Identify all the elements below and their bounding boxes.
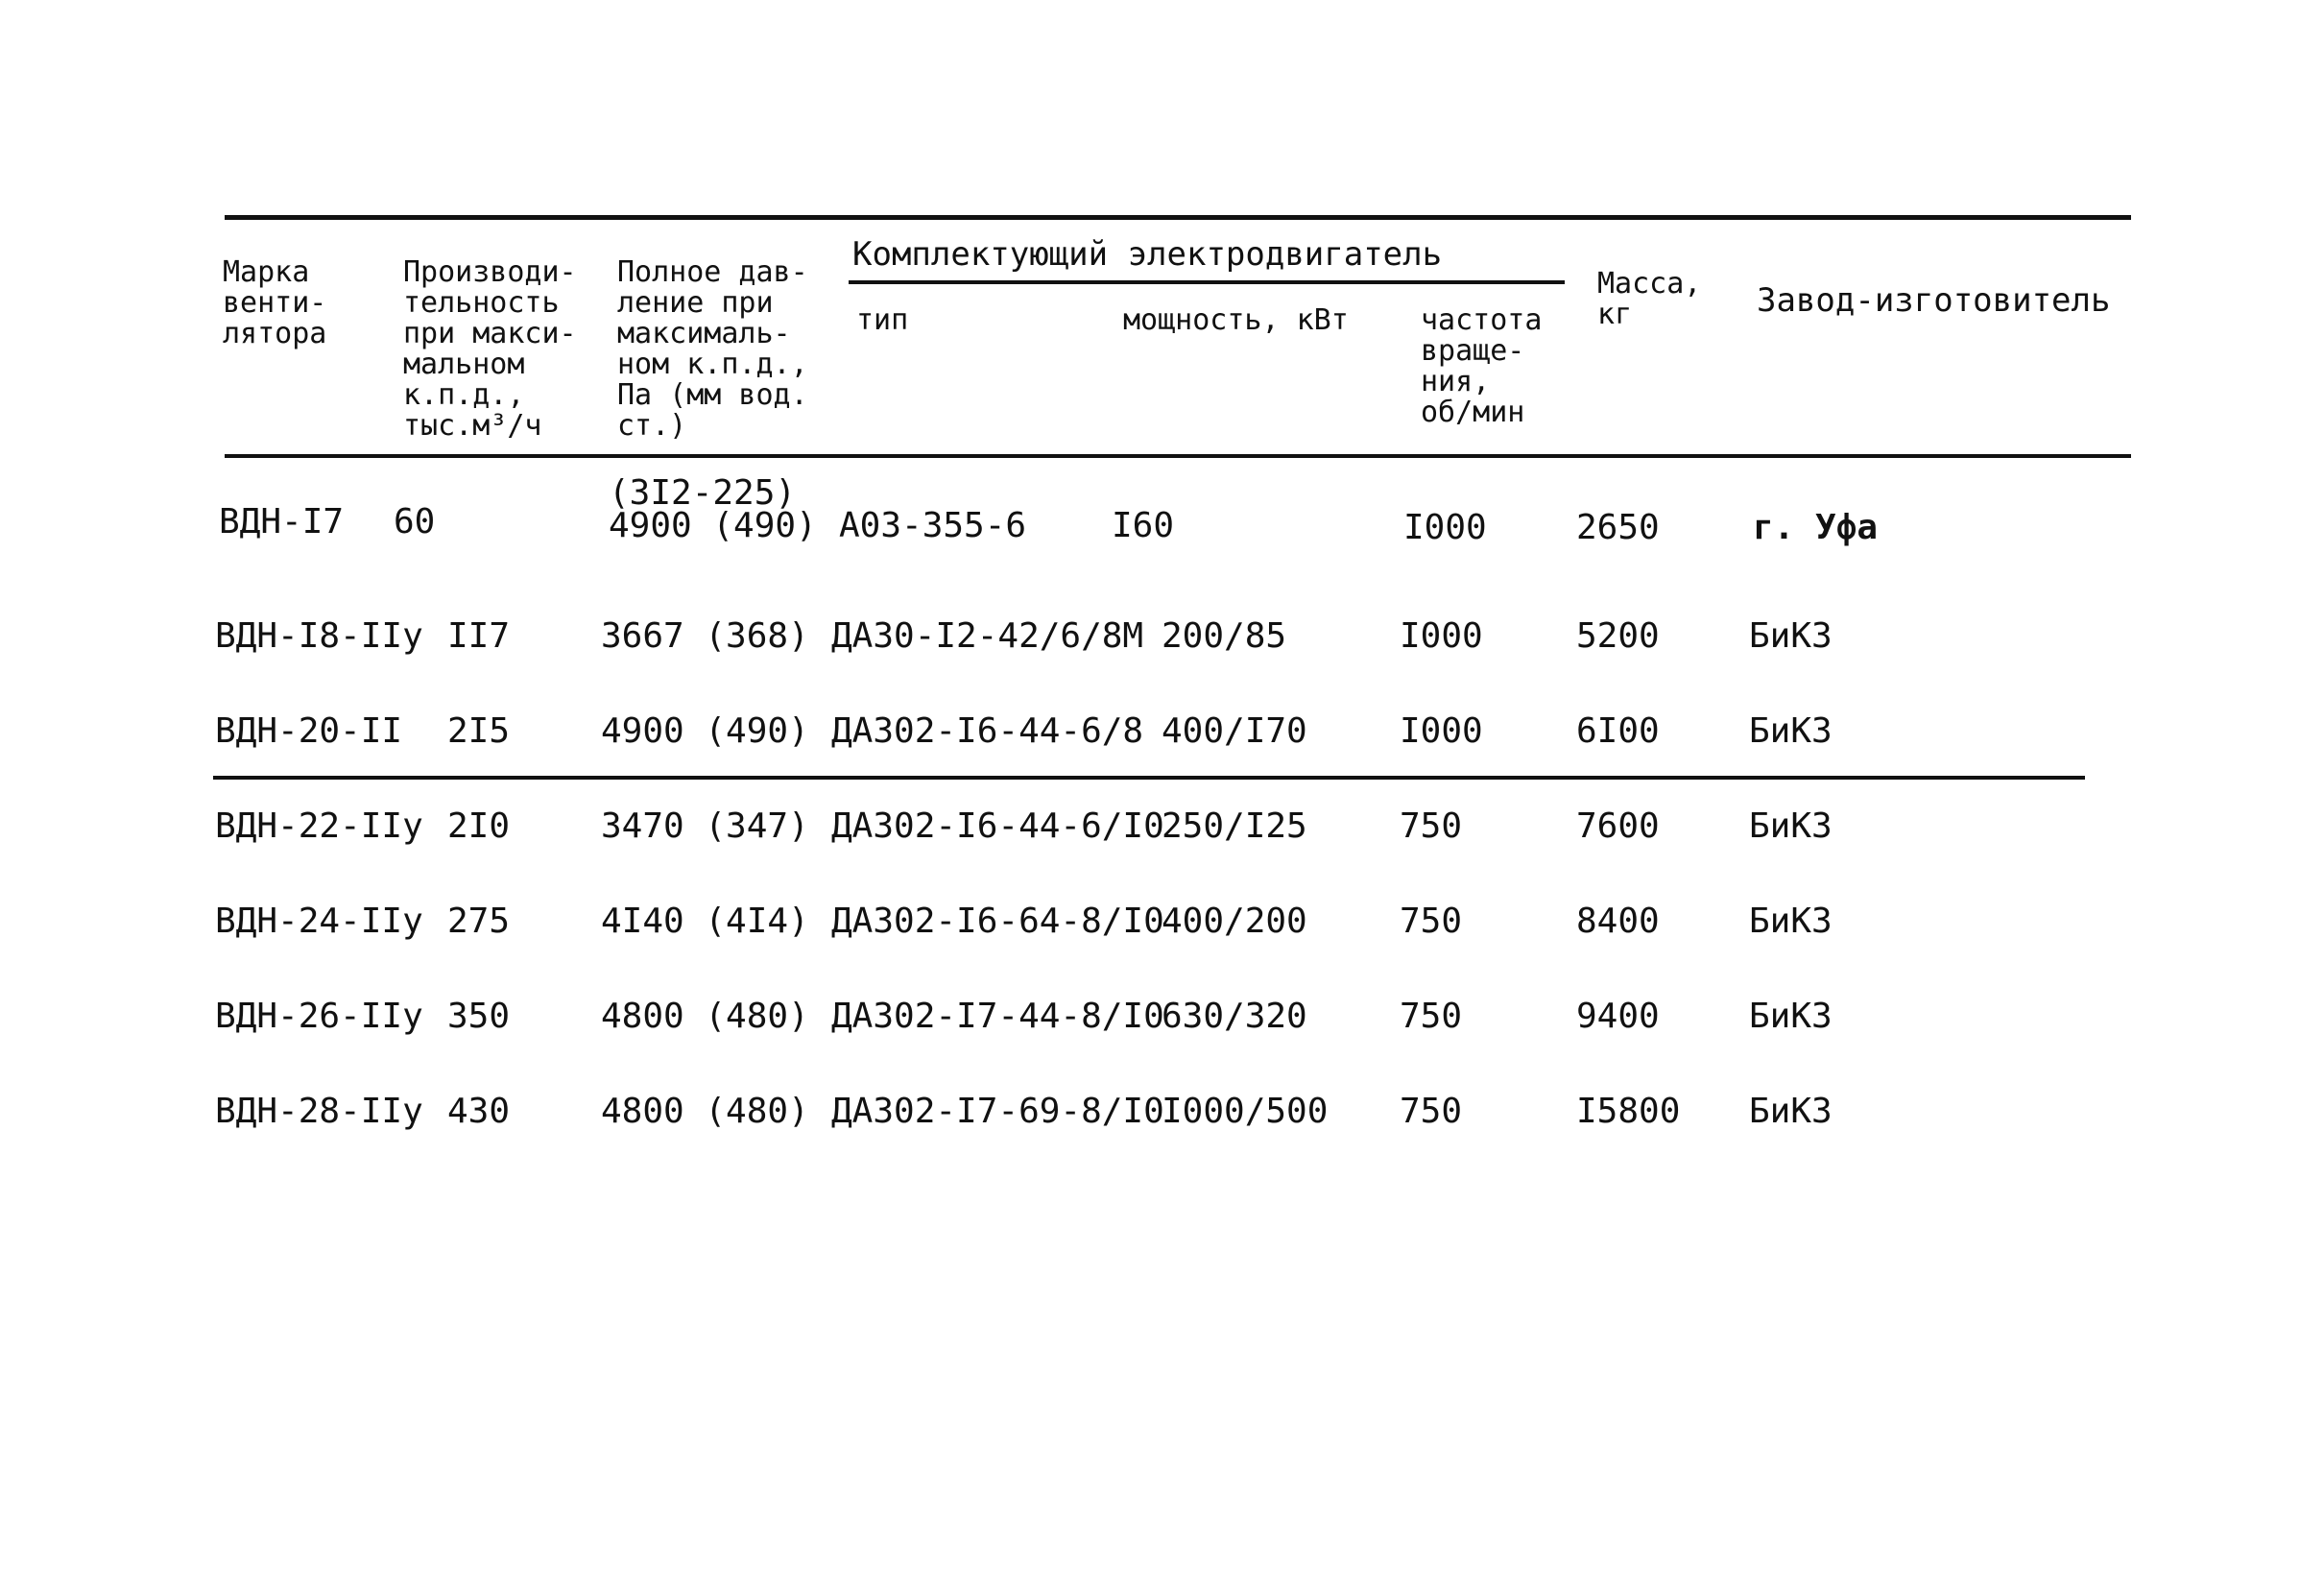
table-row-factory: БиКЗ [1749, 1092, 1833, 1131]
table-row-motor-speed: I000 [1400, 616, 1483, 656]
row-1-brand: ВДН-I7 [219, 502, 345, 541]
table-row-pressure: 3667 (368) [601, 616, 809, 656]
column-motor-power [1162, 557, 1328, 1191]
column-pressure [601, 557, 809, 1191]
table-row-brand: ВДН-26-IIу [215, 997, 423, 1036]
table-row-motor-speed: I000 [1400, 711, 1483, 751]
column-factory [1749, 557, 1833, 1191]
table-row-factory: БиКЗ [1749, 616, 1833, 656]
table-row-motor-power: I000/500 [1162, 1092, 1329, 1131]
header-motor-type: тип [856, 303, 909, 337]
table-row-motor-type: ДА302-I6-64-8/I0 [831, 902, 1164, 941]
table-row-motor-type: ДА30-I2-42/6/8М [831, 616, 1144, 656]
table-row-mass: 9400 [1576, 997, 1660, 1036]
table-row-capacity: 2I0 [447, 806, 511, 846]
table-row-motor-type: ДА302-I6-44-6/8 [831, 711, 1144, 751]
table-row-capacity: II7 [447, 616, 511, 656]
header-factory: Завод-изготовитель [1757, 281, 2111, 320]
header-mass: Масса, кг [1597, 267, 1702, 331]
table-row-capacity: 430 [447, 1092, 511, 1131]
column-mass [1576, 557, 1680, 1191]
column-motor-type [831, 557, 1164, 1191]
row-1-motor-speed: I000 [1403, 508, 1487, 547]
table-row-pressure: 4I40 (4I4) [601, 902, 809, 941]
column-capacity [447, 557, 531, 1191]
table-row-factory: БиКЗ [1749, 997, 1833, 1036]
row-1-factory: г. Уфа [1753, 508, 1879, 547]
table-row-mass: I5800 [1576, 1092, 1681, 1131]
table-row-motor-speed: 750 [1400, 902, 1463, 941]
header-motor-power: мощность, кВт [1123, 303, 1349, 337]
table-row-mass: 5200 [1576, 616, 1660, 656]
header-capacity: Производи- тельность при макси- мальном к.п.д., тыс.м³/ч [403, 255, 577, 443]
table-row-motor-power: 200/85 [1162, 616, 1287, 656]
table-row-motor-type: ДА302-I7-44-8/I0 [831, 997, 1164, 1036]
table-row-motor-speed: 750 [1400, 997, 1463, 1036]
table-row-mass: 7600 [1576, 806, 1660, 846]
row-1-motor-power: I60 [1112, 506, 1175, 545]
header-pressure: Полное дав- ление при максималь- ном к.п.д., Па (мм вод. ст.) [617, 255, 808, 443]
table-row-capacity: 350 [447, 997, 511, 1036]
table-row-pressure: 3470 (347) [601, 806, 809, 846]
table-row-brand: ВДН-20-II [215, 711, 403, 751]
table-row-factory: БиКЗ [1749, 711, 1833, 751]
table-row-mass: 8400 [1576, 902, 1660, 941]
row-1-pressure-extra: (3I2-225) [609, 473, 797, 513]
header-brand: Марка венти- лятора [223, 255, 327, 350]
table-row-capacity: 2I5 [447, 711, 511, 751]
row-1-mass: 2650 [1576, 508, 1660, 547]
table-row-pressure: 4900 (490) [601, 711, 809, 751]
table-row-pressure: 4800 (480) [601, 1092, 809, 1131]
table-row-factory: БиКЗ [1749, 902, 1833, 941]
table-row-motor-type: ДА302-I7-69-8/I0 [831, 1092, 1164, 1131]
table-row-motor-power: 630/320 [1162, 997, 1307, 1036]
row-1-capacity: 60 [394, 502, 436, 541]
table-row-motor-type: ДА302-I6-44-6/I0 [831, 806, 1164, 846]
table-row-motor-speed: 750 [1400, 806, 1463, 846]
table-row-motor-speed: 750 [1400, 1092, 1463, 1131]
table-row-motor-power: 400/200 [1162, 902, 1307, 941]
table-row-brand: ВДН-28-IIу [215, 1092, 423, 1131]
header-bottom-rule [225, 454, 2131, 458]
table-row-brand: ВДН-24-IIу [215, 902, 423, 941]
table-row-motor-power: 400/I70 [1162, 711, 1307, 751]
table-row-capacity: 275 [447, 902, 511, 941]
table-row-factory: БиКЗ [1749, 806, 1833, 846]
row-1-motor-type: А03-355-6 [839, 506, 1027, 545]
header-motor-speed: частота враще- ния, об/мин [1421, 303, 1543, 429]
table-row-brand: ВДН-22-IIу [215, 806, 423, 846]
table-row-mass: 6I00 [1576, 711, 1660, 751]
table-top-rule [225, 215, 2131, 220]
table-row-pressure: 4800 (480) [601, 997, 809, 1036]
column-motor-speed [1400, 557, 1483, 1191]
header-motor-group: Комплектующий электродвигатель [852, 235, 1443, 274]
table-row-brand: ВДН-I8-IIу [215, 616, 423, 656]
motor-group-rule [849, 280, 1565, 284]
row-1-pressure: 4900 (490) [609, 506, 817, 545]
table-row-motor-power: 250/I25 [1162, 806, 1307, 846]
column-brand [215, 557, 423, 1191]
